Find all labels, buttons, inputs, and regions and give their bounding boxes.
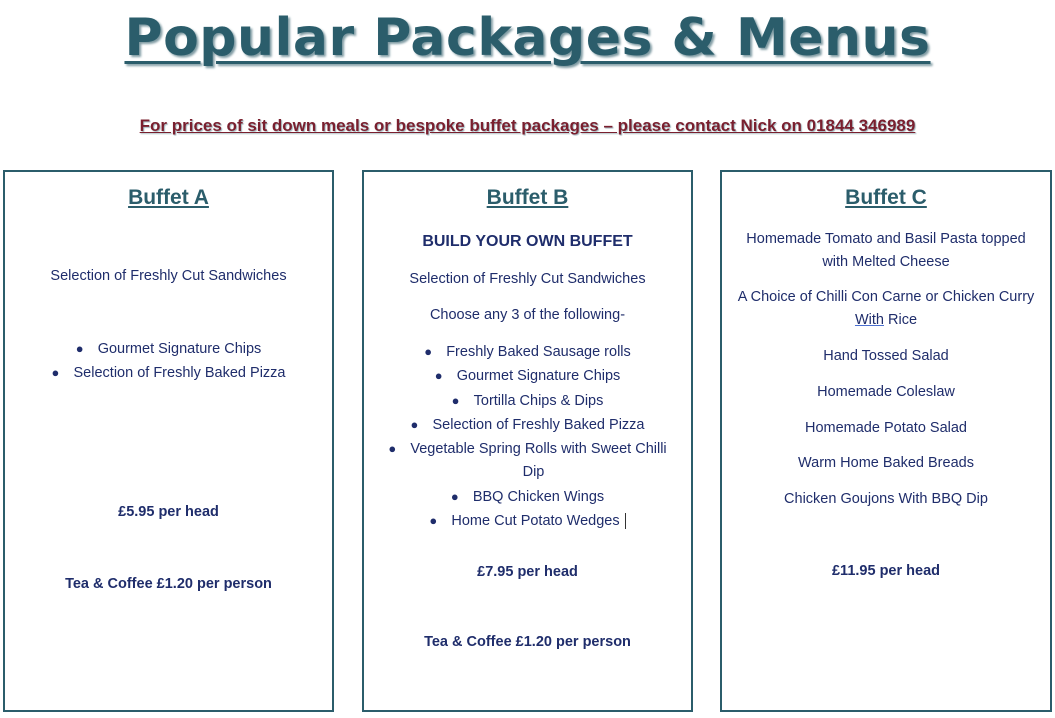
bullet-icon: ● [410, 416, 419, 432]
page-title: Popular Packages & Menus [124, 8, 931, 68]
list-item: ● Gourmet Signature Chips [364, 364, 691, 388]
buffet-b-heading: BUILD YOUR OWN BUFFET [422, 233, 633, 250]
buffet-c-title: Buffet C [845, 186, 927, 209]
bullet-icon: ● [451, 392, 460, 408]
buffet-a-intro: Selection of Freshly Cut Sandwiches [50, 268, 287, 284]
list-item: ● Home Cut Potato Wedges [364, 509, 691, 533]
buffet-c-item: Chicken Goujons With BBQ Dip [784, 491, 988, 507]
buffet-b-price: £7.95 per head [477, 564, 578, 580]
list-item: ● Selection of Freshly Baked Pizza [364, 413, 691, 437]
buffet-c-item: Hand Tossed Salad [823, 348, 949, 364]
buffet-c-item: with Melted Cheese [822, 254, 950, 270]
bullet-icon: ● [388, 441, 397, 457]
buffet-a-tea-coffee: Tea & Coffee £1.20 per person [65, 576, 272, 592]
buffet-c-item: Warm Home Baked Breads [798, 455, 974, 471]
buffet-b-intro: Selection of Freshly Cut Sandwiches [409, 271, 646, 287]
buffet-a-title: Buffet A [128, 186, 209, 209]
buffet-c-item: Homemade Coleslaw [817, 384, 955, 400]
list-item: ● Freshly Baked Sausage rolls [364, 340, 691, 364]
list-item: ● Gourmet Signature Chips [5, 337, 332, 361]
contact-subtitle: For prices of sit down meals or bespoke buffet packages – please contact Nick on 01844 346989 [139, 116, 916, 135]
buffet-b-list [364, 340, 691, 533]
text-cursor [621, 513, 626, 529]
buffet-c-item: A Choice of Chilli Con Carne or Chicken Curry [737, 289, 1035, 305]
buffet-c-item: Homemade Potato Salad [804, 420, 967, 436]
buffet-a-list [5, 337, 332, 386]
buffet-c-panel [720, 170, 1052, 712]
bullet-icon: ● [75, 341, 84, 356]
list-item: ● BBQ Chicken Wings [364, 485, 691, 509]
bullet-icon: ● [429, 513, 438, 529]
bullet-icon: ● [450, 488, 459, 504]
list-item: ● Vegetable Spring Rolls with Sweet Chilli [364, 437, 691, 461]
bullet-icon: ● [434, 368, 443, 384]
list-item-continuation: Dip [522, 464, 545, 481]
buffet-c-item: With Rice [854, 312, 918, 328]
buffet-b-choose: Choose any 3 of the following- [429, 307, 626, 323]
list-item: ● Selection of Freshly Baked Pizza [5, 361, 332, 385]
buffet-b-tea-coffee: Tea & Coffee £1.20 per person [424, 634, 631, 650]
bullet-icon: ● [51, 365, 60, 381]
buffet-a-panel [3, 170, 334, 712]
buffet-a-price: £5.95 per head [118, 504, 219, 520]
buffet-b-title: Buffet B [486, 186, 569, 209]
buffet-c-item: Homemade Tomato and Basil Pasta topped [746, 231, 1026, 247]
buffet-b-panel [362, 170, 693, 712]
buffet-c-price: £11.95 per head [831, 563, 940, 579]
bullet-icon: ● [424, 344, 433, 359]
list-item: ● Tortilla Chips & Dips [364, 389, 691, 413]
